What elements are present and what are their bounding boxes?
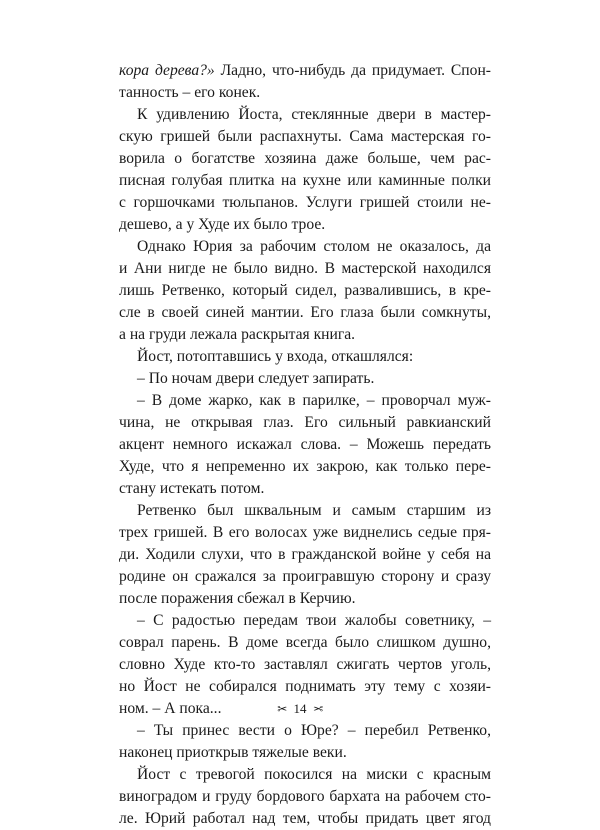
text-line: родине он сражался за проигравшую сторону и сразу: [119, 568, 491, 585]
text-line: Йост с тревогой покосился на миски с красным: [137, 766, 491, 783]
text-line: стану истекать потом.: [119, 480, 265, 497]
text-line: танность – его конек.: [119, 84, 261, 101]
text-line: Однако Юрия за рабочим столом не оказалось, да: [137, 238, 491, 255]
text-line: К удивлению Йоста, стеклянные двери в мастер-: [137, 106, 491, 123]
text-line: наконец приоткрыв тяжелые веки.: [119, 744, 347, 761]
text-line: – С радостью передам твои жалобы советнику, –: [137, 612, 491, 629]
text-line: трех гришей. В его волосах уже виднелись седые пря-: [119, 524, 491, 541]
text-line: Йост, потоптавшись у входа, откашлялся:: [137, 348, 414, 365]
text-line: – По ночам двери следует запирать.: [137, 370, 375, 387]
text-line: дешево, а у Худе их было трое.: [119, 216, 326, 233]
text-line: ле. Юрий работал над тем, чтобы придать цвет ягод: [119, 810, 491, 827]
text-line: лишь Ретвенко, который сидел, развалившись, в кре-: [119, 282, 491, 299]
text-line: скую гришей были распахнуты. Сама мастерская го-: [119, 128, 491, 145]
text-line: – Ты принес вести о Юре? – перебил Ретвенко,: [137, 722, 491, 739]
text-line: чина, не открывая глаз. Его сильный равкианский: [119, 414, 491, 431]
ornament-right-icon: ✂: [312, 701, 323, 716]
text-line: – В доме жарко, как в парилке, – проворчал муж-: [137, 392, 491, 409]
text-line: Ретвенко был шквальным и самым старшим из: [137, 502, 491, 519]
text-line: и Ани нигде не было видно. В мастерской находился: [119, 260, 491, 277]
text-line: но Йост не собирался поднимать эту тему с хозяи-: [119, 678, 491, 695]
text-line: писная голубая плитка на кухне или каминные полки: [119, 172, 491, 189]
text-line: [119, 60, 491, 82]
text-line: сле в своей синей мантии. Его глаза были сомкнуты,: [119, 304, 491, 321]
text-line: Худе, что я непременно их закрою, как только пере-: [119, 458, 491, 475]
page-footer: [0, 700, 600, 717]
text-line: с горшочками тюльпанов. Услуги гришей стоили не-: [119, 194, 491, 211]
ornament-left-icon: ✂: [277, 701, 288, 716]
text-line: словно Худе кто-то заставлял сжигать чертов уголь,: [119, 656, 491, 673]
text-line: ном. – А пока...: [119, 700, 222, 717]
line-text: Ладно, что-нибудь да придумает. Спон-: [214, 62, 491, 79]
italic-fragment: кора дерева?»: [119, 62, 215, 79]
text-line: соврал парень. В доме всегда было слишком душно,: [119, 634, 491, 651]
text-line: а на груди лежала раскрытая книга.: [119, 326, 356, 343]
text-line: ворила о богатстве хозяина даже больше, чем рас-: [119, 150, 491, 167]
page-number: 14: [293, 701, 307, 717]
text-line: после поражения сбежал в Керчию.: [119, 590, 356, 607]
text-line: виноградом и груду бордового бархата на рабочем сто-: [119, 788, 491, 805]
text-line: ди. Ходили слухи, что в гражданской войне у себя на: [119, 546, 491, 563]
text-line: акцент немного искажал слова. – Можешь передать: [119, 436, 491, 453]
